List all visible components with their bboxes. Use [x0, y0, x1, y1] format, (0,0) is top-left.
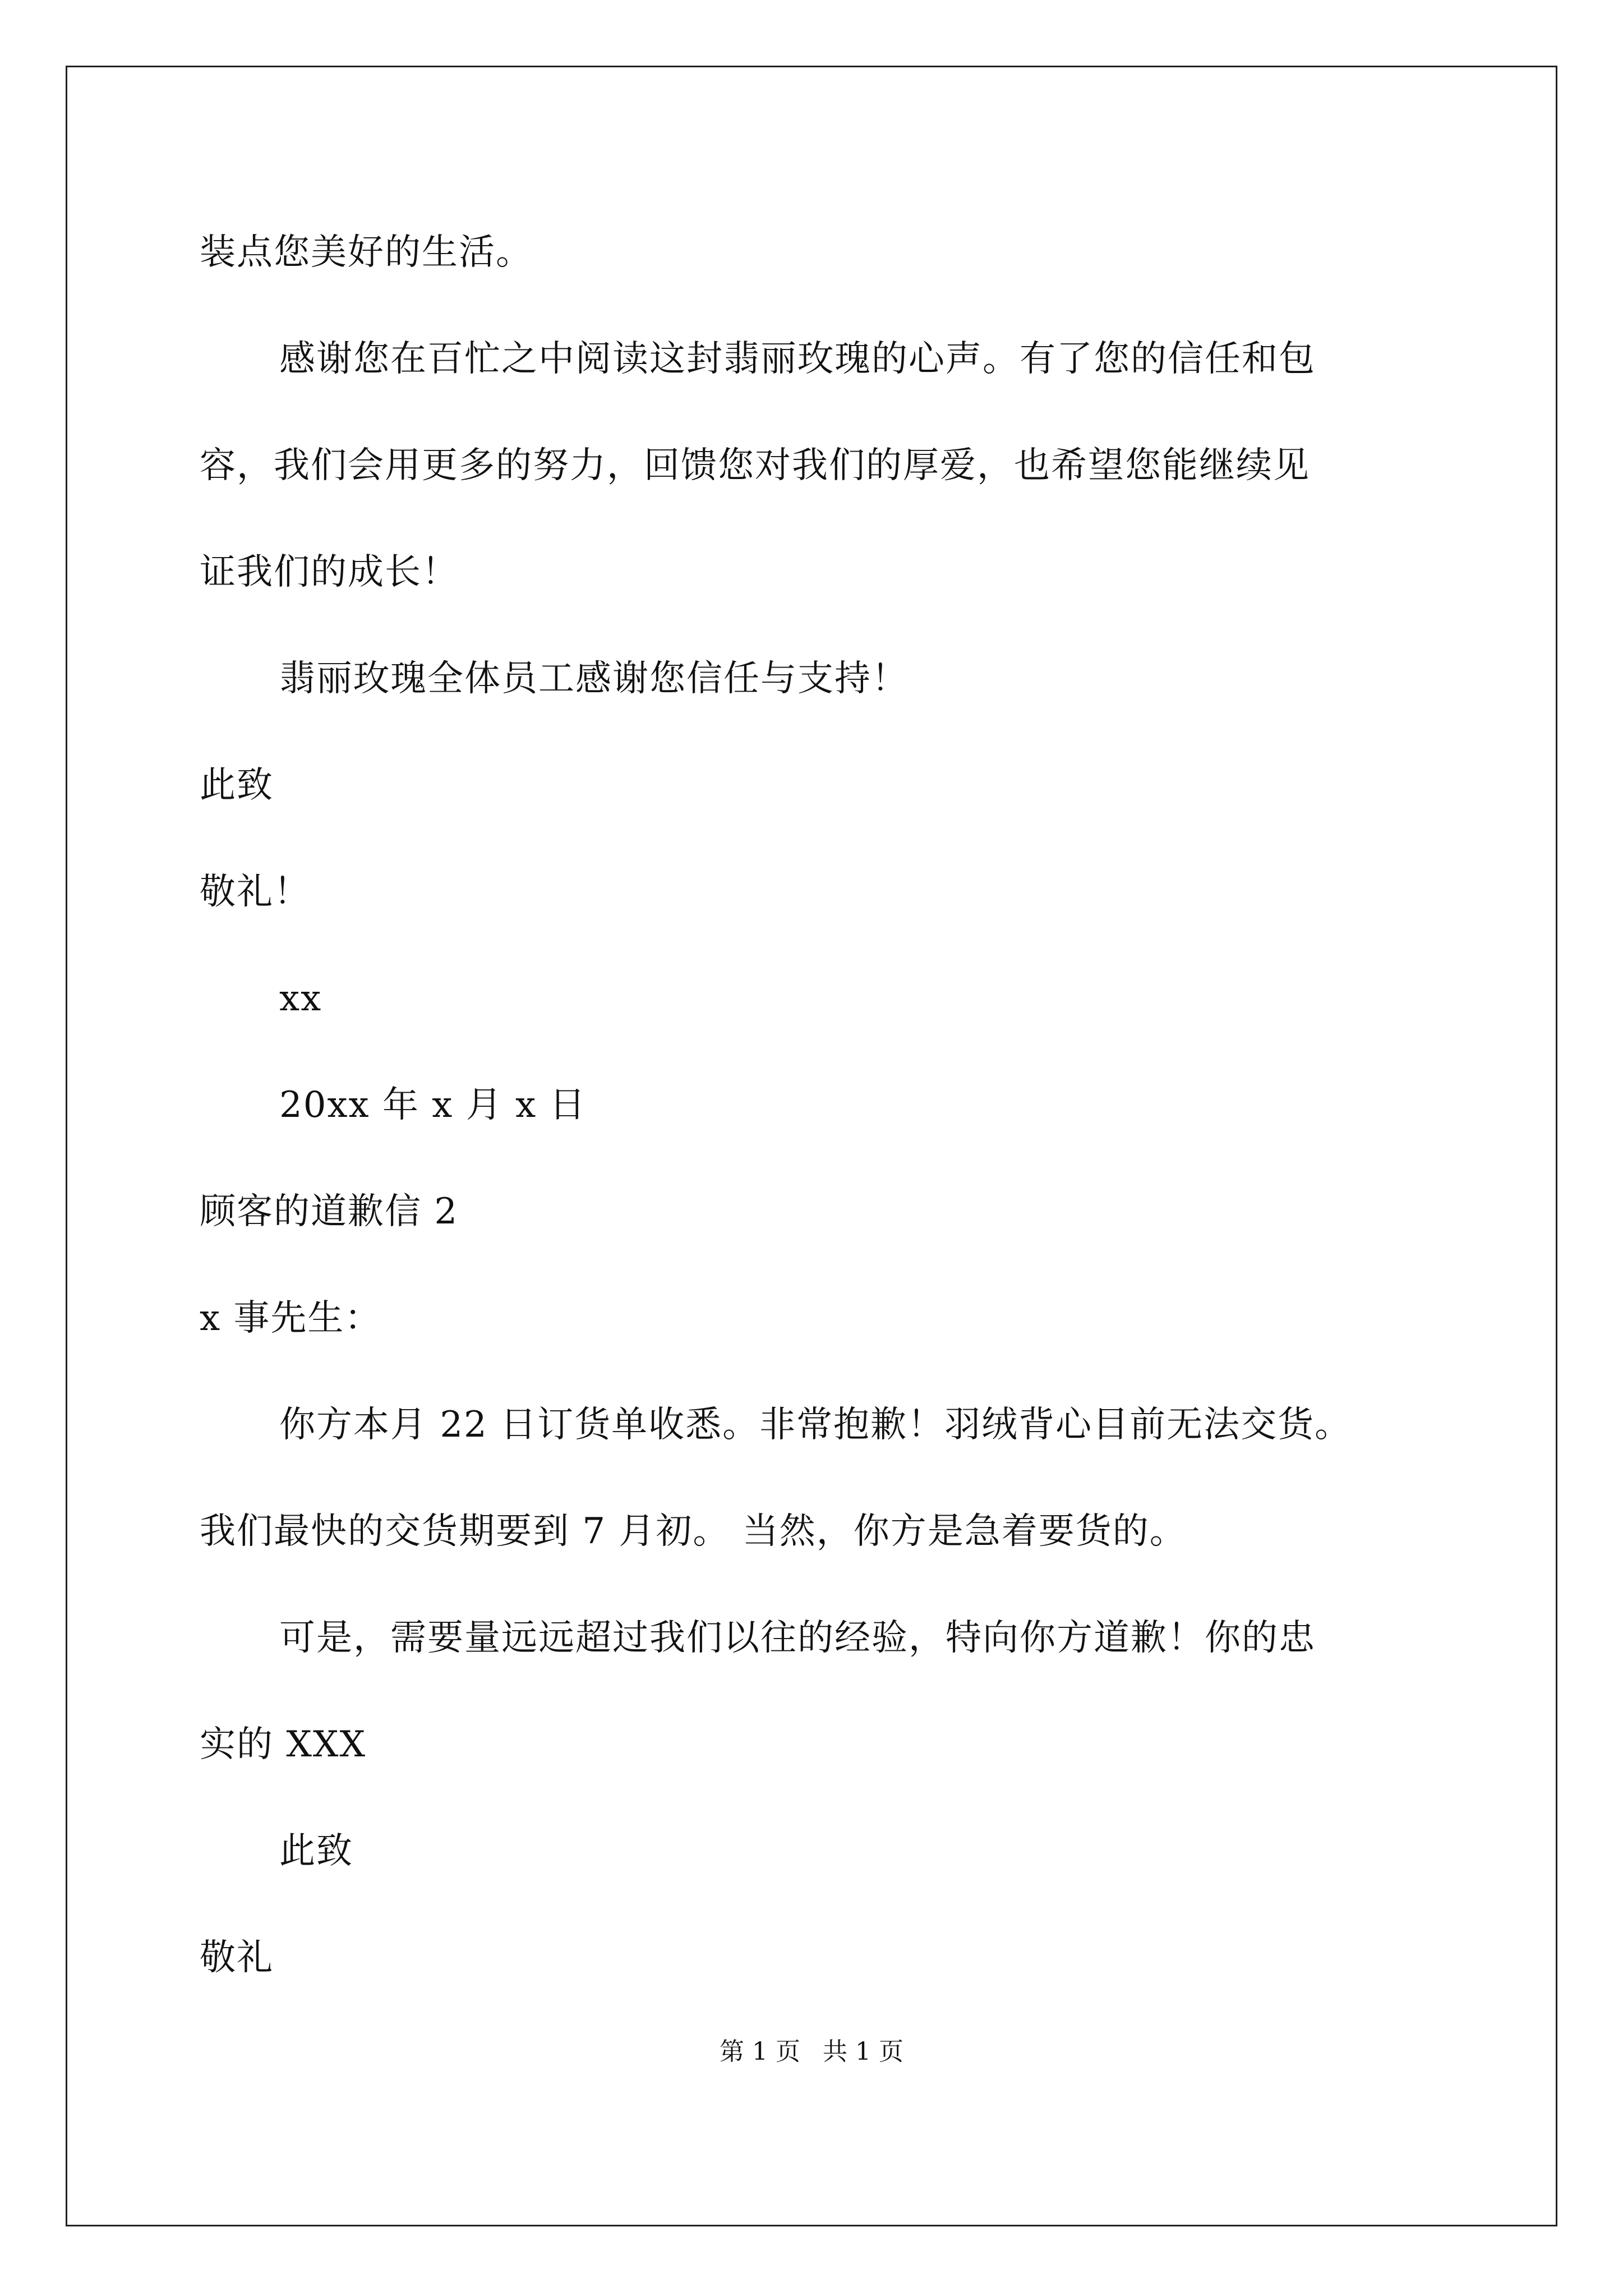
signature: xx [279, 978, 322, 1019]
paragraph-line: 感谢您在百忙之中阅读这封翡丽玫瑰的心声。有了您的信任和包 [279, 338, 1316, 380]
date-line: 20xx 年 x 月 x 日 [279, 1084, 587, 1126]
page-footer [0, 2036, 1623, 2068]
paragraph-line: 翡丽玫瑰全体员工感谢您信任与支持！ [279, 658, 909, 700]
closing-salutation: 此致 [200, 765, 274, 806]
greeting: x 事先生： [200, 1297, 382, 1339]
paragraph-line: 实的 XXX [200, 1724, 367, 1765]
closing-regards: 敬礼 [200, 1937, 274, 1978]
page-number-total: 共 1 页 [823, 2037, 903, 2066]
section-title: 顾客的道歉信 2 [200, 1191, 459, 1232]
page-number-current: 第 1 页 [720, 2037, 800, 2066]
paragraph-line: 你方本月 22 日订货单收悉。非常抱歉！羽绒背心目前无法交货。 [279, 1404, 1352, 1446]
paragraph-line: 容，我们会用更多的努力，回馈您对我们的厚爱，也希望您能继续见 [200, 445, 1310, 486]
paragraph-line: 证我们的成长！ [200, 551, 459, 593]
paragraph-line: 我们最快的交货期要到 7 月初。 当然，你方是急着要货的。 [200, 1511, 1187, 1552]
paragraph-line: 装点您美好的生活。 [200, 232, 533, 273]
closing-regards: 敬礼！ [200, 871, 311, 913]
page-frame [66, 66, 1557, 2226]
paragraph-line: 可是，需要量远远超过我们以往的经验，特向你方道歉！你的忠 [279, 1617, 1316, 1659]
closing-salutation: 此致 [279, 1830, 353, 1872]
